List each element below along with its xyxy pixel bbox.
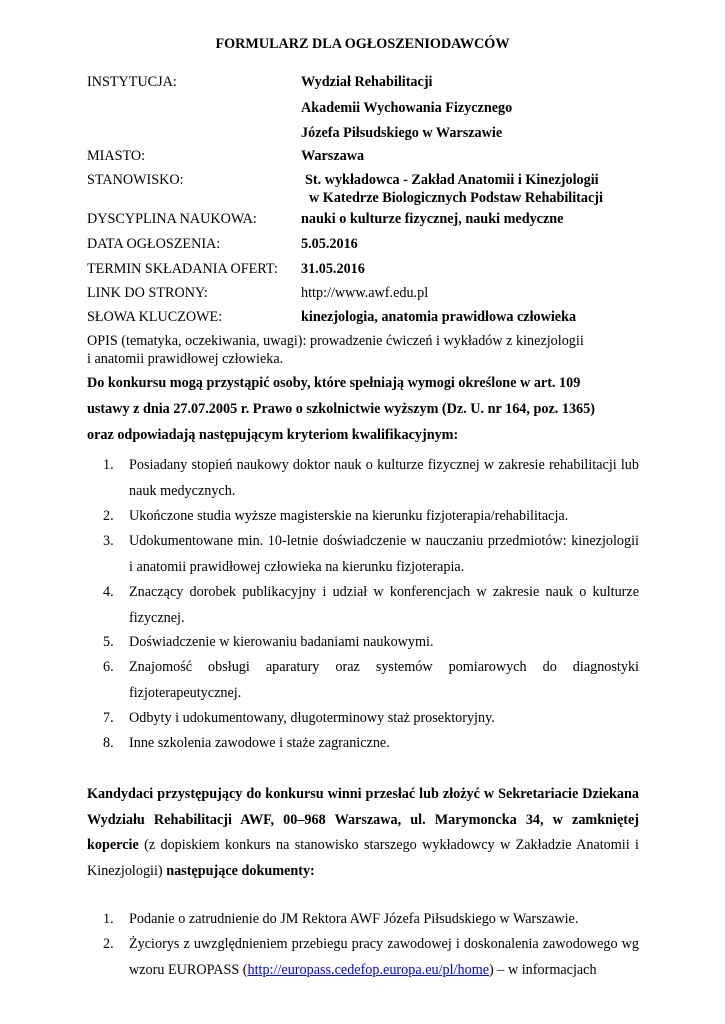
label-link: LINK DO STRONY: [87,285,208,301]
label-dyscyplina: DYSCYPLINA NAUKOWA: [87,211,257,227]
candidates-documents-label: następujące dokumenty: [166,862,315,879]
value-stanowisko-line1: St. wykładowca - Zakład Anatomii i Kinezjologii [305,172,599,188]
list-item [103,453,639,504]
list-item-text: Doświadczenie w kierowaniu badaniami naukowymi. [129,634,434,650]
label-termin: TERMIN SKŁADANIA OFERT: [87,261,278,277]
candidates-paragraph [87,782,639,884]
value-miasto: Warszawa [301,148,365,164]
list-item-number: 1. [103,457,114,473]
list-item-number: 4. [103,584,114,600]
candidates-bold-text: Kandydaci przystępujący do konkursu winni przesłać lub złożyć w Sekretariacie Dziekana Wydziału Rehabilitacji AWF, 00–968 Warszawa, ul. Marymoncka 34, w zamkniętej kopercie [87,786,639,853]
list-item-text: Udokumentowane min. 10-letnie doświadczenie w nauczaniu przedmiotów: kinezjologii i anatomii prawidłowej człowieka na kierunku fizjoterapia. [129,533,639,575]
requirements-intro-line1: Do konkursu mogą przystąpić osoby, które spełniają wymogi określone w art. 109 [87,375,581,391]
value-slowa-kluczowe: kinezjologia, anatomia prawidłowa człowieka [301,309,577,325]
list-item-text: Odbyty i udokumentowany, długoterminowy staż prosektoryjny. [129,710,495,726]
list-item-text: Znaczący dorobek publikacyjny i udział w konferencjach w zakresie nauk o kulturze fizycznej. [129,584,639,626]
list-item [103,529,639,580]
opis-line1: OPIS (tematyka, oczekiwania, uwagi): prowadzenie ćwiczeń i wykładów z kinezjologii [87,333,584,349]
value-dyscyplina: nauki o kulturze fizycznej, nauki medyczne [301,211,564,227]
list-item [103,580,639,631]
list-item-text: Ukończone studia wyższe magisterskie na kierunku fizjoterapia/rehabilitacja. [129,508,569,524]
list-item-number: 5. [103,634,114,650]
requirements-intro-line2: ustawy z dnia 27.07.2005 r. Prawo o szkolnictwie wyższym (Dz. U. nr 164, poz. 1365) [87,401,595,417]
list-item-number: 1. [103,911,114,927]
list-item-text: Podanie o zatrudnienie do JM Rektora AWF Józefa Piłsudskiego w Warszawie. [129,911,579,927]
value-link[interactable]: http://www.awf.edu.pl [301,285,429,301]
requirements-intro-line3: oraz odpowiadają następującym kryteriom kwalifikacyjnym: [87,427,459,443]
document-text-after: ) – w informacjach [489,961,597,978]
list-item-number: 3. [103,533,114,549]
list-item [103,932,639,983]
value-data-ogloszenia: 5.05.2016 [301,236,358,252]
label-stanowisko: STANOWISKO: [87,172,184,188]
list-item-number: 8. [103,735,114,751]
list-item [103,630,639,656]
list-item [103,706,639,732]
value-instytucja-line1: Wydział Rehabilitacji [301,74,433,90]
value-instytucja-line3: Józefa Piłsudskiego w Warszawie [301,125,503,141]
list-item-number: 2. [103,936,114,952]
list-item-number: 2. [103,508,114,524]
list-item-number: 6. [103,659,114,675]
list-item-number: 7. [103,710,114,726]
label-data-ogloszenia: DATA OGŁOSZENIA: [87,236,221,252]
label-miasto: MIASTO: [87,148,146,164]
list-item [103,655,639,706]
list-item-text: Posiadany stopień naukowy doktor nauk o kulturze fizycznej w zakresie rehabilitacji lub nauk medycznych. [129,457,639,499]
label-instytucja: INSTYTUCJA: [87,74,177,90]
list-item-text [129,932,639,983]
value-stanowisko-line2: w Katedrze Biologicznych Podstaw Rehabilitacji [309,190,603,206]
value-termin: 31.05.2016 [301,261,365,277]
list-item [103,504,639,530]
europass-link[interactable]: http://europass.cedefop.europa.eu/pl/home [247,961,490,978]
list-item-text: Znajomość obsługi aparatury oraz systemów pomiarowych do diagnostyki fizjoterapeutycznej. [129,659,639,701]
label-slowa-kluczowe: SŁOWA KLUCZOWE: [87,309,223,325]
opis-line2: i anatomii prawidłowej człowieka. [87,351,284,367]
list-item [103,731,639,757]
value-instytucja-line2: Akademii Wychowania Fizycznego [301,100,513,116]
page-title: FORMULARZ DLA OGŁOSZENIODAWCÓW [215,36,510,52]
list-item [103,907,639,933]
list-item-text: Inne szkolenia zawodowe i staże zagraniczne. [129,735,390,751]
candidates-note: (z dopiskiem konkurs na stanowisko starszego wykładowcy w Zakładzie Anatomii i Kinezjologii) [87,837,639,879]
document-text-before: Życiorys z uwzględnieniem przebiegu pracy zawodowej i doskonalenia zawodowego wg wzoru EUROPASS ( [129,936,639,978]
